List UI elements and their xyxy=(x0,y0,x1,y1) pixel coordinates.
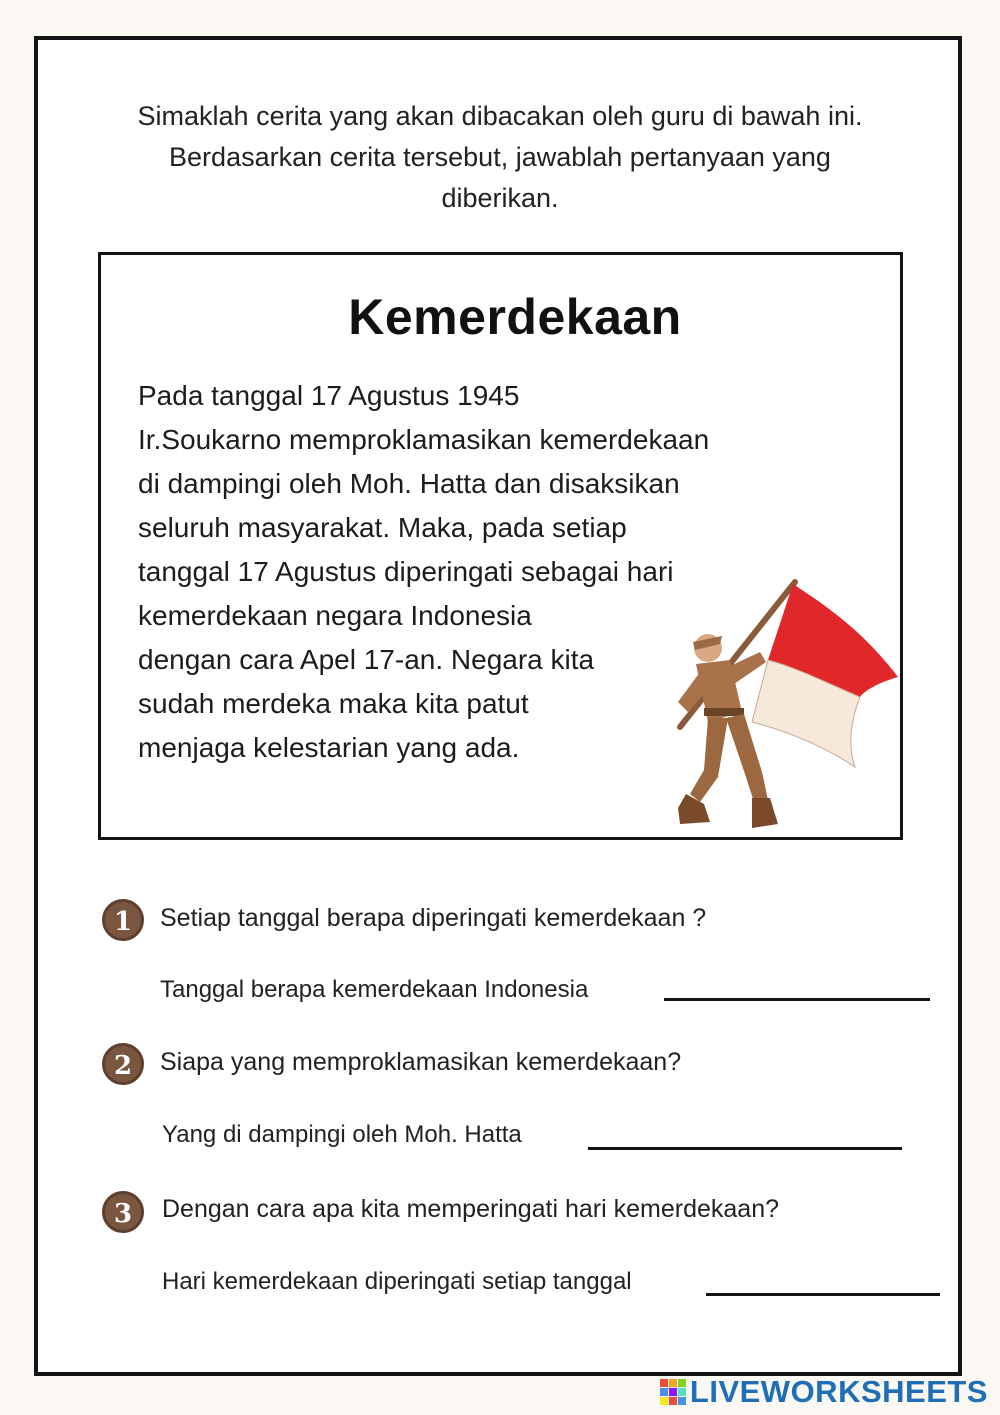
story-line: menjaga kelestarian yang ada. xyxy=(138,732,520,763)
answer-prompt: Yang di dampingi oleh Moh. Hatta xyxy=(162,1121,522,1148)
answer-blank[interactable] xyxy=(588,1147,902,1150)
story-line: dengan cara Apel 17-an. Negara kita xyxy=(138,644,595,675)
question-text: Dengan cara apa kita memperingati hari kemerdekaan? xyxy=(162,1195,780,1223)
story-line: Ir.Soukarno memproklamasikan kemerdekaan xyxy=(138,424,710,455)
story-title: Kemerdekaan xyxy=(348,289,682,345)
question-number-badge: 2 xyxy=(102,1043,144,1085)
question-text: Setiap tanggal berapa diperingati kemerdekaan ? xyxy=(160,904,707,932)
logo-grid-icon xyxy=(660,1379,686,1405)
answer-prompt: Hari kemerdekaan diperingati setiap tanggal xyxy=(162,1268,632,1295)
instructions xyxy=(60,96,940,219)
instruction-line: Berdasarkan cerita tersebut, jawablah pertanyaan yang xyxy=(169,142,831,172)
question-text: Siapa yang memproklamasikan kemerdekaan? xyxy=(160,1048,682,1076)
question-number-badge: 3 xyxy=(102,1191,144,1233)
story-line: Pada tanggal 17 Agustus 1945 xyxy=(138,380,520,411)
soldier-with-flag-icon xyxy=(660,572,905,837)
brand-text: LIVEWORKSHEETS xyxy=(689,1374,988,1409)
answer-blank[interactable] xyxy=(706,1293,940,1296)
question-number-badge: 1 xyxy=(102,899,144,941)
story-line: sudah merdeka maka kita patut xyxy=(138,688,529,719)
answer-blank[interactable] xyxy=(664,998,930,1001)
story-line: di dampingi oleh Moh. Hatta dan disaksikan xyxy=(138,468,680,499)
answer-prompt: Tanggal berapa kemerdekaan Indonesia xyxy=(160,976,589,1003)
story-line: kemerdekaan negara Indonesia xyxy=(138,600,532,631)
story-line: tanggal 17 Agustus diperingati sebagai hari xyxy=(138,556,674,587)
instruction-line: Simaklah cerita yang akan dibacakan oleh guru di bawah ini. xyxy=(137,101,863,131)
liveworksheets-logo xyxy=(660,1374,988,1410)
instruction-line: diberikan. xyxy=(441,183,559,213)
story-line: seluruh masyarakat. Maka, pada setiap xyxy=(138,512,627,543)
